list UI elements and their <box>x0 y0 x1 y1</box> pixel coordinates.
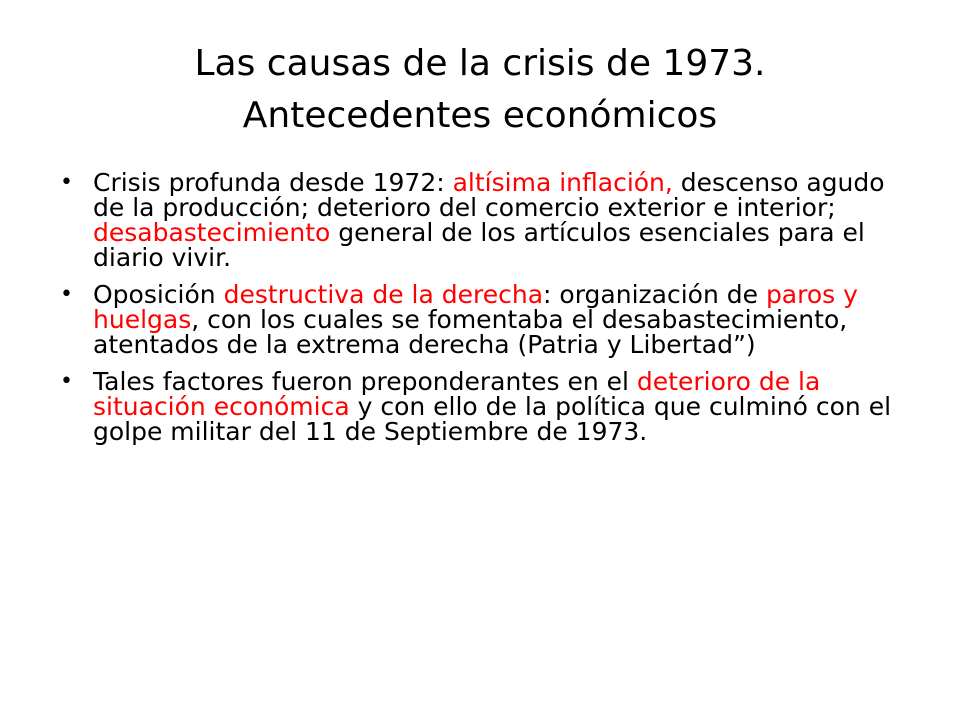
text-segment: descenso agudo de la producción; deterioro del comercio exterior e interior; <box>93 168 885 222</box>
title-line-1: Las causas de la crisis de 1973. <box>194 43 766 84</box>
bullet-marker: • <box>60 282 73 307</box>
text-segment: Oposición <box>93 280 224 309</box>
highlighted-segment: paros y huelgas <box>93 280 858 334</box>
text-segment: , con los cuales se fomentaba el desabastecimiento, atentados de la extrema derecha (Patria y Libertad”) <box>93 305 848 359</box>
text-segment: y con ello de la política que culminó con el golpe militar del 11 de Septiembre de 1973. <box>93 392 892 446</box>
bullet-item <box>60 369 900 444</box>
bullet-text <box>93 168 885 272</box>
text-segment: : organización de <box>543 280 766 309</box>
slide-title <box>60 38 900 142</box>
highlighted-segment: deterioro de la situación económica <box>93 367 821 421</box>
text-segment: Crisis profunda desde 1972: <box>93 168 453 197</box>
bullet-item <box>60 170 900 270</box>
bullet-text <box>93 280 858 359</box>
bullet-text <box>93 367 891 446</box>
text-segment: general de los artículos esenciales para el diario vivir. <box>93 218 865 272</box>
text-segment: Tales factores fueron preponderantes en el <box>93 367 637 396</box>
bullet-item <box>60 282 900 357</box>
highlighted-segment: desabastecimiento <box>93 218 331 247</box>
title-line-2: Antecedentes económicos <box>242 95 718 136</box>
highlighted-segment: altísima inflación, <box>452 168 673 197</box>
highlighted-segment: destructiva de la derecha <box>223 280 544 309</box>
bullet-marker: • <box>60 369 73 394</box>
bullet-list <box>60 170 900 456</box>
bullet-marker: • <box>60 170 73 195</box>
